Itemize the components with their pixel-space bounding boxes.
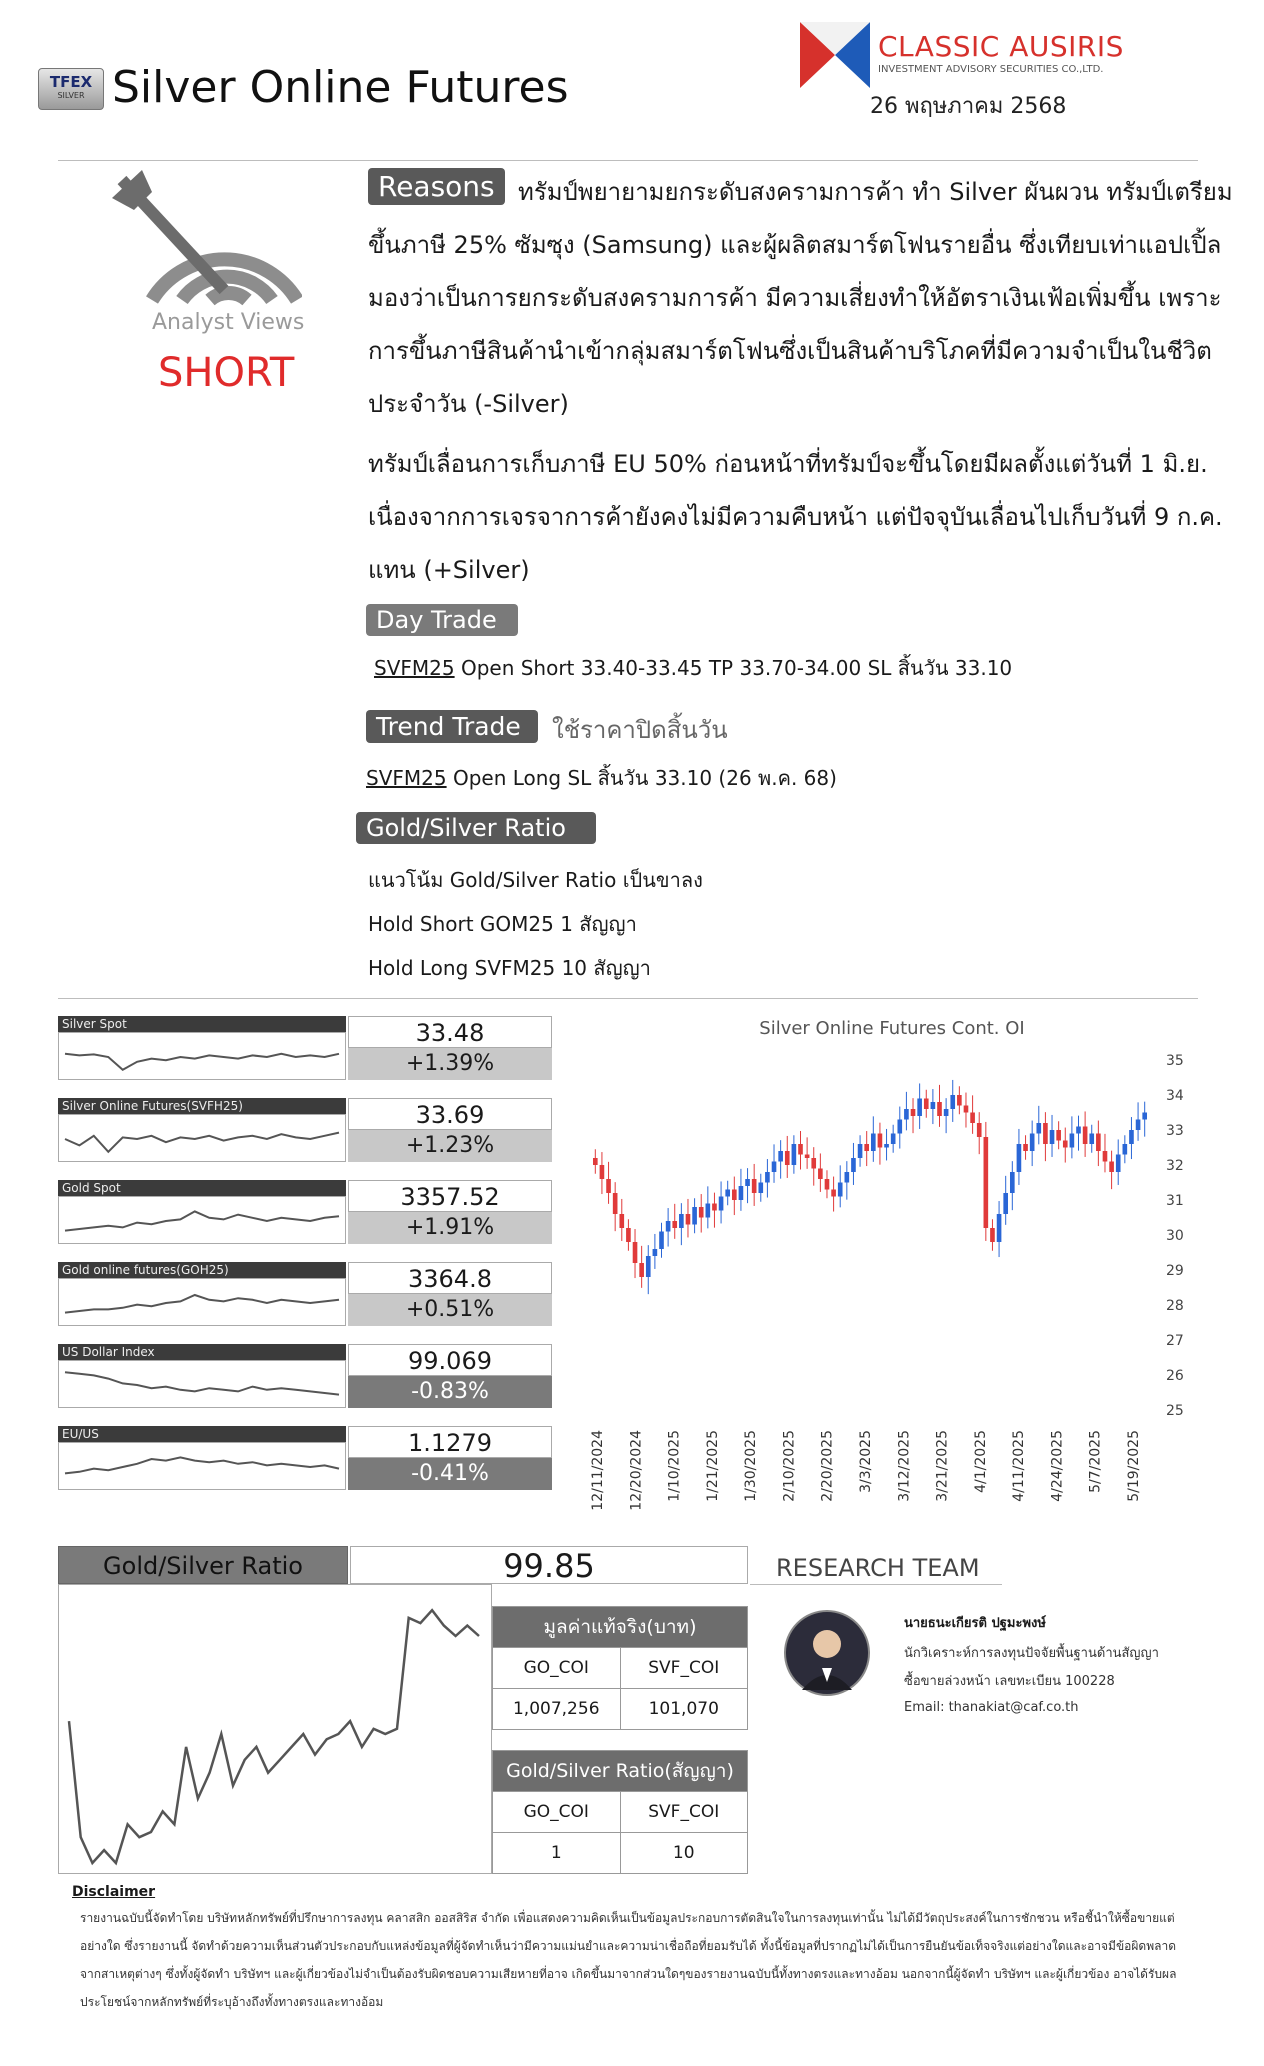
sparkline-path	[59, 1443, 345, 1489]
reason-paragraph-2: ทรัมป์เลื่อนการเก็บภาษี EU 50% ก่อนหน้าที่ทรัมป์จะขึ้นโดยมีผลตั้งแต่วันที่ 1 มิ.ย. เนื่องจากการเจรจาการค้ายังคงไม่มีความคืบหน้า แต่ปัจจุบันเลื่อนไปเก็บวันที่ 9 ก.ค. แทน (+Silver)	[368, 450, 1223, 584]
market-value: 3357.52	[348, 1180, 552, 1212]
market-sparkline	[58, 1196, 346, 1244]
candle-body	[904, 1109, 909, 1120]
candle-body	[845, 1172, 850, 1183]
candle-body	[858, 1144, 863, 1158]
x-tick-label: 2/10/2025	[781, 1430, 798, 1502]
candle-body	[1050, 1130, 1055, 1144]
market-label: Silver Online Futures(SVFH25)	[58, 1098, 346, 1114]
candle-body	[1096, 1134, 1101, 1152]
candle-body	[706, 1204, 711, 1218]
trend-trade-line	[366, 762, 837, 794]
candle-body	[1023, 1144, 1028, 1151]
candle-body	[977, 1123, 982, 1137]
reasons-tag: Reasons	[368, 168, 505, 205]
candle-body	[878, 1134, 883, 1148]
candle-body	[851, 1158, 856, 1172]
candle-body	[798, 1144, 803, 1155]
candle-body	[772, 1162, 777, 1173]
sparkline-path	[59, 1033, 345, 1079]
y-tick-label: 25	[1166, 1403, 1184, 1419]
y-tick-label: 33	[1166, 1123, 1184, 1139]
x-tick-label: 3/3/2025	[858, 1430, 874, 1493]
y-tick-label: 31	[1166, 1193, 1184, 1209]
trend-trade-tag: Trend Trade	[366, 710, 538, 743]
market-change: -0.83%	[348, 1376, 552, 1408]
market-change: +1.39%	[348, 1048, 552, 1080]
x-tick-label: 12/20/2024	[628, 1430, 645, 1511]
candle-body	[1017, 1144, 1022, 1172]
market-sparkline	[58, 1360, 346, 1408]
market-panel	[58, 1344, 554, 1408]
analyst-role-2: ซื้อขายล่วงหน้า เลขทะเบียน 100228	[904, 1674, 1115, 1689]
disclaimer-title: Disclaimer	[72, 1884, 156, 1900]
candle-body	[805, 1155, 810, 1159]
candle-body	[818, 1169, 823, 1180]
disclaimer-text: รายงานฉบับนี้จัดทำโดย บริษัทหลักทรัพย์ที่ปรึกษาการลงทุน คลาสสิก ออสสิริส จำกัด เพื่อแสดงความคิดเห็นเป็นข้อมูลประกอบการตัดสินใจในการลงทุนเท่านั้น ไม่ได้มีวัตถุประสงค์ในการชักชวน หรือชี้นำให้ซื้อขายแต่อย่างใด ซึ่งรายงานนี้ จัดทำด้วยความเห็นส่วนตัวประกอบกับแหล่งข้อมูลที่ผู้จัดทำเห็นว่ามีความแม่นยำและความน่าเชื่อถือที่ยอมรับได้ ทั้งนี้ข้อมูลที่ปรากฏไม่ได้เป็นการยืนยันข้อเท็จจริงแต่อย่างใดและอาจมีข้อผิดพลาดจากสาเหตุต่างๆ ซึ่งทั้งผู้จัดทำ บริษัทฯ และผู้เกี่ยวข้องไม่จำเป็นต้องรับผิดชอบความเสียหายที่อาจ เกิดขึ้นมาจากส่วนใดๆของรายงานฉบับนี้ทั้งทางตรงและทางอ้อม นอกจากนี้ผู้จัดทำ บริษัทฯ และผู้เกี่ยวข้อง อาจได้รับผลประโยชน์จากหลักทรัพย์ที่ระบุอ้างถึงทั้งทางตรงและทางอ้อม	[80, 1911, 1177, 2009]
x-tick-label: 3/21/2025	[934, 1430, 951, 1502]
candle-body	[884, 1144, 889, 1148]
candle-body	[1129, 1130, 1134, 1144]
candle-body	[1003, 1193, 1008, 1214]
candle-body	[619, 1214, 624, 1228]
analyst-email: Email: thanakiat@caf.co.th	[904, 1700, 1079, 1715]
candle-body	[891, 1134, 896, 1145]
ratio-line-3: Hold Long SVFM25 10 สัญญา	[368, 956, 651, 980]
candle-body	[613, 1193, 618, 1214]
market-value: 3364.8	[348, 1262, 552, 1294]
sparkline-path	[59, 1115, 345, 1161]
page-title: Silver Online Futures	[112, 62, 569, 113]
divider	[58, 998, 1198, 999]
market-sparkline	[58, 1114, 346, 1162]
candle-body	[811, 1158, 816, 1169]
candle-body	[831, 1190, 836, 1197]
candle-body	[712, 1204, 717, 1211]
candle-body	[1123, 1144, 1128, 1155]
report-date: 26 พฤษภาคม 2568	[870, 94, 1067, 119]
divider	[750, 1584, 1002, 1585]
divider	[58, 160, 1198, 161]
candle-body	[679, 1214, 684, 1228]
trend-trade-text: Open Long SL สิ้นวัน 33.10 (26 พ.ค. 68)	[452, 766, 837, 790]
candle-body	[653, 1249, 658, 1256]
market-label: Gold Spot	[58, 1180, 346, 1196]
candle-body	[739, 1186, 744, 1200]
candle-body	[957, 1095, 962, 1106]
candle-body	[699, 1207, 704, 1218]
market-label: Silver Spot	[58, 1016, 346, 1032]
analyst-name: นายธนะเกียรติ ปฐมะพงษ์	[904, 1616, 1046, 1631]
candle-body	[692, 1207, 697, 1225]
brand-subtitle: INVESTMENT ADVISORY SECURITIES CO.,LTD.	[878, 64, 1104, 75]
x-tick-label: 1/30/2025	[743, 1430, 760, 1502]
market-panel	[58, 1016, 554, 1080]
day-trade-text: Open Short 33.40-33.45 TP 33.70-34.00 SL สิ้นวัน 33.10	[460, 656, 1013, 680]
candle-body	[990, 1228, 995, 1242]
x-tick-label: 4/24/2025	[1049, 1430, 1066, 1502]
trend-trade-symbol: SVFM25	[366, 766, 447, 790]
candle-body	[778, 1151, 783, 1162]
candle-body	[725, 1190, 730, 1197]
candle-body	[765, 1172, 770, 1183]
actual-header-go: GO_COI	[493, 1648, 621, 1689]
candle-body	[1010, 1172, 1015, 1193]
market-value: 1.1279	[348, 1426, 552, 1458]
actual-value-go: 1,007,256	[493, 1689, 621, 1730]
candle-body	[1116, 1155, 1121, 1173]
market-panel	[58, 1098, 554, 1162]
reason-paragraph-1: ทรัมป์พยายามยกระดับสงครามการค้า ทำ Silver ผันผวน ทรัมป์เตรียมขึ้นภาษี 25% ซัมซุง (Samsung) และผู้ผลิตสมาร์ตโฟนรายอื่น ซึ่งเทียบเท่าแอปเปิ้ล มองว่าเป็นการยกระดับสงครามการค้า มีความเสี่ยงทำให้อัตราเงินเฟ้อเพิ่มขึ้น เพราะการขึ้นภาษีสินค้านำเข้ากลุ่มสมาร์ตโฟนซึ่งเป็นสินค้าบริโภคที่มีความจำเป็นในชีวิตประจำวัน (-Silver)	[368, 178, 1233, 418]
actual-value-table	[492, 1606, 748, 1730]
candle-body	[1056, 1130, 1061, 1141]
y-tick-label: 35	[1166, 1053, 1184, 1069]
x-tick-label: 4/1/2025	[972, 1430, 989, 1493]
y-tick-label: 26	[1166, 1368, 1184, 1384]
candle-body	[1103, 1151, 1108, 1162]
y-tick-label: 27	[1166, 1333, 1184, 1349]
market-panel	[58, 1180, 554, 1244]
candle-body	[666, 1221, 671, 1232]
sparkline-path	[59, 1279, 345, 1325]
trend-trade-note: ใช้ราคาปิดสิ้นวัน	[552, 716, 728, 744]
market-panel	[58, 1426, 554, 1490]
market-sparkline	[58, 1442, 346, 1490]
candle-body	[1063, 1141, 1068, 1148]
candle-body	[1076, 1127, 1081, 1134]
candle-body	[950, 1095, 955, 1109]
ratio-line-2: Hold Short GOM25 1 สัญญา	[368, 912, 637, 936]
candle-body	[838, 1183, 843, 1197]
market-label: EU/US	[58, 1426, 346, 1442]
gsr-line-chart	[58, 1584, 492, 1874]
market-value: 33.69	[348, 1098, 552, 1130]
market-value: 33.48	[348, 1016, 552, 1048]
market-change: +1.23%	[348, 1130, 552, 1162]
candle-body	[997, 1214, 1002, 1242]
candle-body	[864, 1144, 869, 1151]
y-tick-label: 30	[1166, 1228, 1184, 1244]
candle-body	[1142, 1113, 1147, 1120]
x-tick-label: 2/20/2025	[819, 1430, 836, 1502]
target-arrow-icon	[112, 170, 302, 310]
candle-body	[758, 1183, 763, 1194]
market-change: +0.51%	[348, 1294, 552, 1326]
market-label: US Dollar Index	[58, 1344, 346, 1360]
candle-body	[1083, 1127, 1088, 1145]
market-label: Gold online futures(GOH25)	[58, 1262, 346, 1278]
candle-body	[633, 1242, 638, 1263]
candle-body	[1030, 1134, 1035, 1152]
candle-body	[944, 1109, 949, 1116]
contracts-value-go: 1	[493, 1833, 621, 1874]
candle-body	[745, 1179, 750, 1186]
candle-body	[871, 1134, 876, 1152]
oi-chart	[582, 1012, 1202, 1532]
contracts-header-svf: SVF_COI	[620, 1792, 748, 1833]
analyst-role: นักวิเคราะห์การลงทุนปัจจัยพื้นฐานด้านสัญญา	[904, 1646, 1159, 1661]
candle-body	[626, 1228, 631, 1242]
candle-body	[931, 1102, 936, 1109]
x-tick-label: 3/12/2025	[896, 1430, 913, 1502]
candle-body	[646, 1256, 651, 1277]
candle-body	[924, 1099, 929, 1110]
candle-body	[984, 1137, 989, 1228]
market-sparkline	[58, 1278, 346, 1326]
y-tick-label: 34	[1166, 1088, 1184, 1104]
candle-body	[970, 1113, 975, 1124]
day-trade-line	[374, 652, 1012, 684]
y-tick-label: 32	[1166, 1158, 1184, 1174]
analyst-view-value: SHORT	[158, 350, 295, 396]
sparkline-path	[59, 1361, 345, 1407]
analyst-views-label: Analyst Views	[152, 310, 305, 335]
contracts-value-svf: 10	[620, 1833, 748, 1874]
market-panel	[58, 1262, 554, 1326]
x-tick-label: 1/10/2025	[666, 1430, 683, 1502]
brand-logo-icon	[800, 22, 870, 88]
ratio-contracts-table	[492, 1750, 748, 1874]
candle-body	[1109, 1162, 1114, 1173]
candle-body	[659, 1232, 664, 1250]
market-sparkline	[58, 1032, 346, 1080]
candle-body	[1043, 1123, 1048, 1144]
candle-body	[792, 1144, 797, 1165]
candle-body	[639, 1263, 644, 1277]
ratio-line-1: แนวโน้ม Gold/Silver Ratio เป็นขาลง	[368, 868, 703, 892]
candle-body	[719, 1197, 724, 1211]
candle-body	[964, 1106, 969, 1113]
ratio-contracts-title: Gold/Silver Ratio(สัญญา)	[493, 1751, 748, 1792]
candle-body	[1136, 1120, 1141, 1131]
candle-body	[897, 1120, 902, 1134]
research-team-title: RESEARCH TEAM	[776, 1554, 980, 1582]
candle-body	[1036, 1123, 1041, 1134]
day-trade-tag: Day Trade	[366, 604, 518, 636]
actual-value-svf: 101,070	[620, 1689, 748, 1730]
market-value: 99.069	[348, 1344, 552, 1376]
x-tick-label: 5/19/2025	[1126, 1430, 1142, 1502]
contracts-header-go: GO_COI	[493, 1792, 621, 1833]
x-tick-label: 1/21/2025	[704, 1430, 721, 1502]
candle-body	[686, 1214, 691, 1225]
candle-body	[911, 1109, 916, 1116]
x-tick-label: 5/7/2025	[1087, 1430, 1104, 1493]
candle-body	[825, 1179, 830, 1190]
x-tick-label: 4/11/2025	[1011, 1430, 1028, 1502]
candle-body	[593, 1158, 598, 1165]
y-tick-label: 28	[1166, 1298, 1184, 1314]
candle-body	[1070, 1134, 1075, 1148]
actual-value-title: มูลค่าแท้จริง(บาท)	[493, 1607, 748, 1648]
ratio-tag: Gold/Silver Ratio	[356, 812, 596, 844]
candle-body	[752, 1179, 757, 1193]
gsr-line	[69, 1610, 479, 1863]
candle-body	[1089, 1134, 1094, 1145]
gsr-value: 99.85	[350, 1546, 748, 1584]
gsr-label: Gold/Silver Ratio	[58, 1546, 348, 1584]
candle-body	[785, 1151, 790, 1165]
brand-name: CLASSIC AUSIRIS	[878, 30, 1124, 63]
candle-body	[672, 1221, 677, 1228]
day-trade-symbol: SVFM25	[374, 656, 455, 680]
candle-body	[937, 1102, 942, 1116]
tfex-silver-logo: TFEX SILVER	[38, 68, 104, 110]
actual-header-svf: SVF_COI	[620, 1648, 748, 1689]
sparkline-path	[59, 1197, 345, 1243]
candle-body	[732, 1190, 737, 1201]
analyst-avatar	[784, 1610, 870, 1696]
candle-body	[917, 1099, 922, 1117]
x-tick-label: 12/11/2024	[590, 1430, 606, 1511]
chart-title: Silver Online Futures Cont. OI	[759, 1018, 1025, 1039]
market-change: -0.41%	[348, 1458, 552, 1490]
y-tick-label: 29	[1166, 1263, 1184, 1279]
candle-body	[600, 1165, 605, 1179]
market-change: +1.91%	[348, 1212, 552, 1244]
candlestick-plot	[582, 1012, 1202, 1532]
candle-body	[606, 1179, 611, 1193]
